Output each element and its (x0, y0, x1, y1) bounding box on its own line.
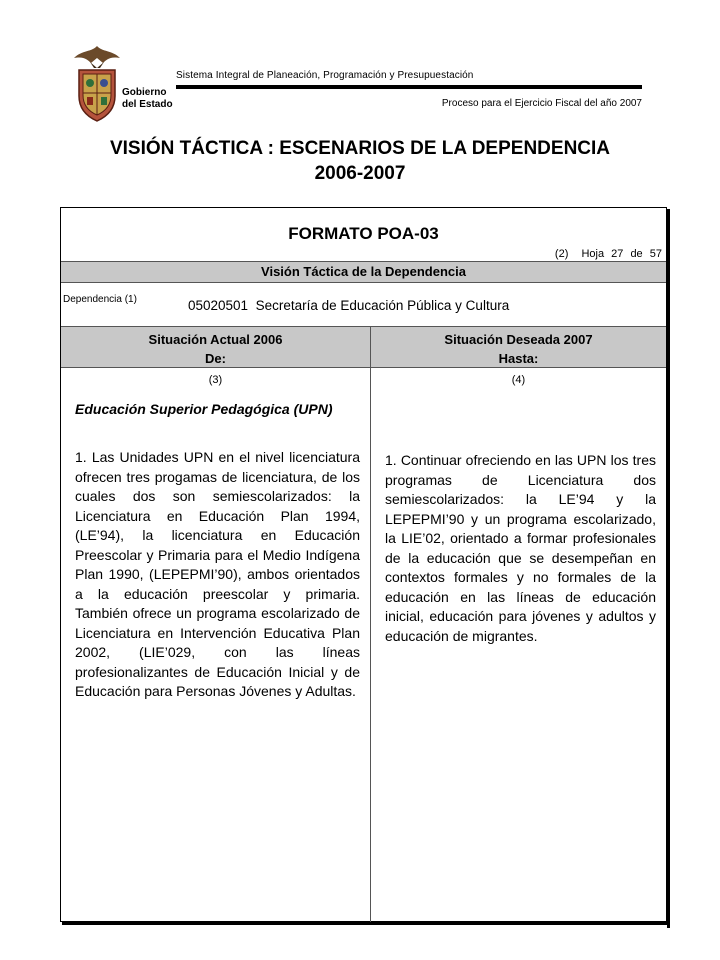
current-situation-text: 1. Las Unidades UPN en el nivel licenciatura ofrecen tres progamas de licenciatura, de los cuales dos son semiescolarizados: la Licenciatura en Educación Plan 1994, (LE’94), la licenciatura en Educación Preescolar y Primaria para el Medio Indígena Plan 1990, (LEPEPMI’90), ambos orientados a la educación preescolar y primaria. También ofrece un programa escolarizado de Licenciatura en Intervención Educativa Plan 2002, (LIE’029, con las líneas profesionalizantes de Educación Inicial y de Educación para Personas Jóvenes y Adultas. (75, 449, 360, 699)
format-title: FORMATO POA-03 (288, 224, 439, 243)
dependency-ref: (1) (124, 294, 137, 305)
current-situation-subtitle: Educación Superior Pedagógica (UPN) (75, 401, 333, 417)
current-situation-subheading: De: (205, 351, 226, 366)
column-divider (370, 326, 371, 922)
header-rule (176, 85, 642, 89)
section-label: Visión Táctica de la Dependencia (261, 264, 466, 279)
dependency-value: 05020501 Secretaría de Educación Pública y Cultura (188, 298, 510, 313)
state-coat-of-arms-icon (72, 44, 122, 124)
dependency-label: Dependencia (1) (63, 294, 137, 305)
sheet-label: Hoja (581, 248, 605, 260)
sheet-current: 27 (611, 248, 624, 260)
sheet-info (551, 248, 662, 260)
sheet-of: de (630, 248, 643, 260)
current-column-ref: (3) (208, 374, 223, 386)
form-shadow-right (667, 209, 670, 928)
fiscal-process-label: Proceso para el Ejercicio Fiscal del año 2007 (441, 98, 642, 109)
document-title-line1: VISIÓN TÁCTICA : ESCENARIOS DE LA DEPENDENCIA (109, 138, 611, 159)
desired-situation-heading: Situación Deseada 2007 Hasta: (371, 330, 666, 368)
government-label: Gobierno del Estado (122, 87, 173, 110)
document-title (0, 136, 720, 186)
sheet-total: 57 (649, 248, 662, 260)
document-title-line2: 2006-2007 (314, 163, 406, 184)
system-name: Sistema Integral de Planeación, Programación y Presupuestación (176, 70, 474, 81)
sheet-ref: (2) (554, 248, 569, 260)
form-shadow-bottom (62, 922, 670, 925)
desired-column-ref: (4) (511, 374, 526, 386)
desired-situation-subheading: Hasta: (498, 351, 539, 366)
desired-situation-text: 1. Continuar ofreciendo en las UPN los tres programas de Licenciatura dos semiescolarizados: la LE’94 y la LEPEPMI’90 y un programa escolarizado, la LIE’02, orientado a formar profesionales de la educación que se desempeñan en contextos formales y no formales de la educación en las líneas de educación inicial, educación para jóvenes y adultos y educación de migrantes. (385, 452, 656, 644)
current-situation-heading: Situación Actual 2006 De: (61, 330, 370, 368)
